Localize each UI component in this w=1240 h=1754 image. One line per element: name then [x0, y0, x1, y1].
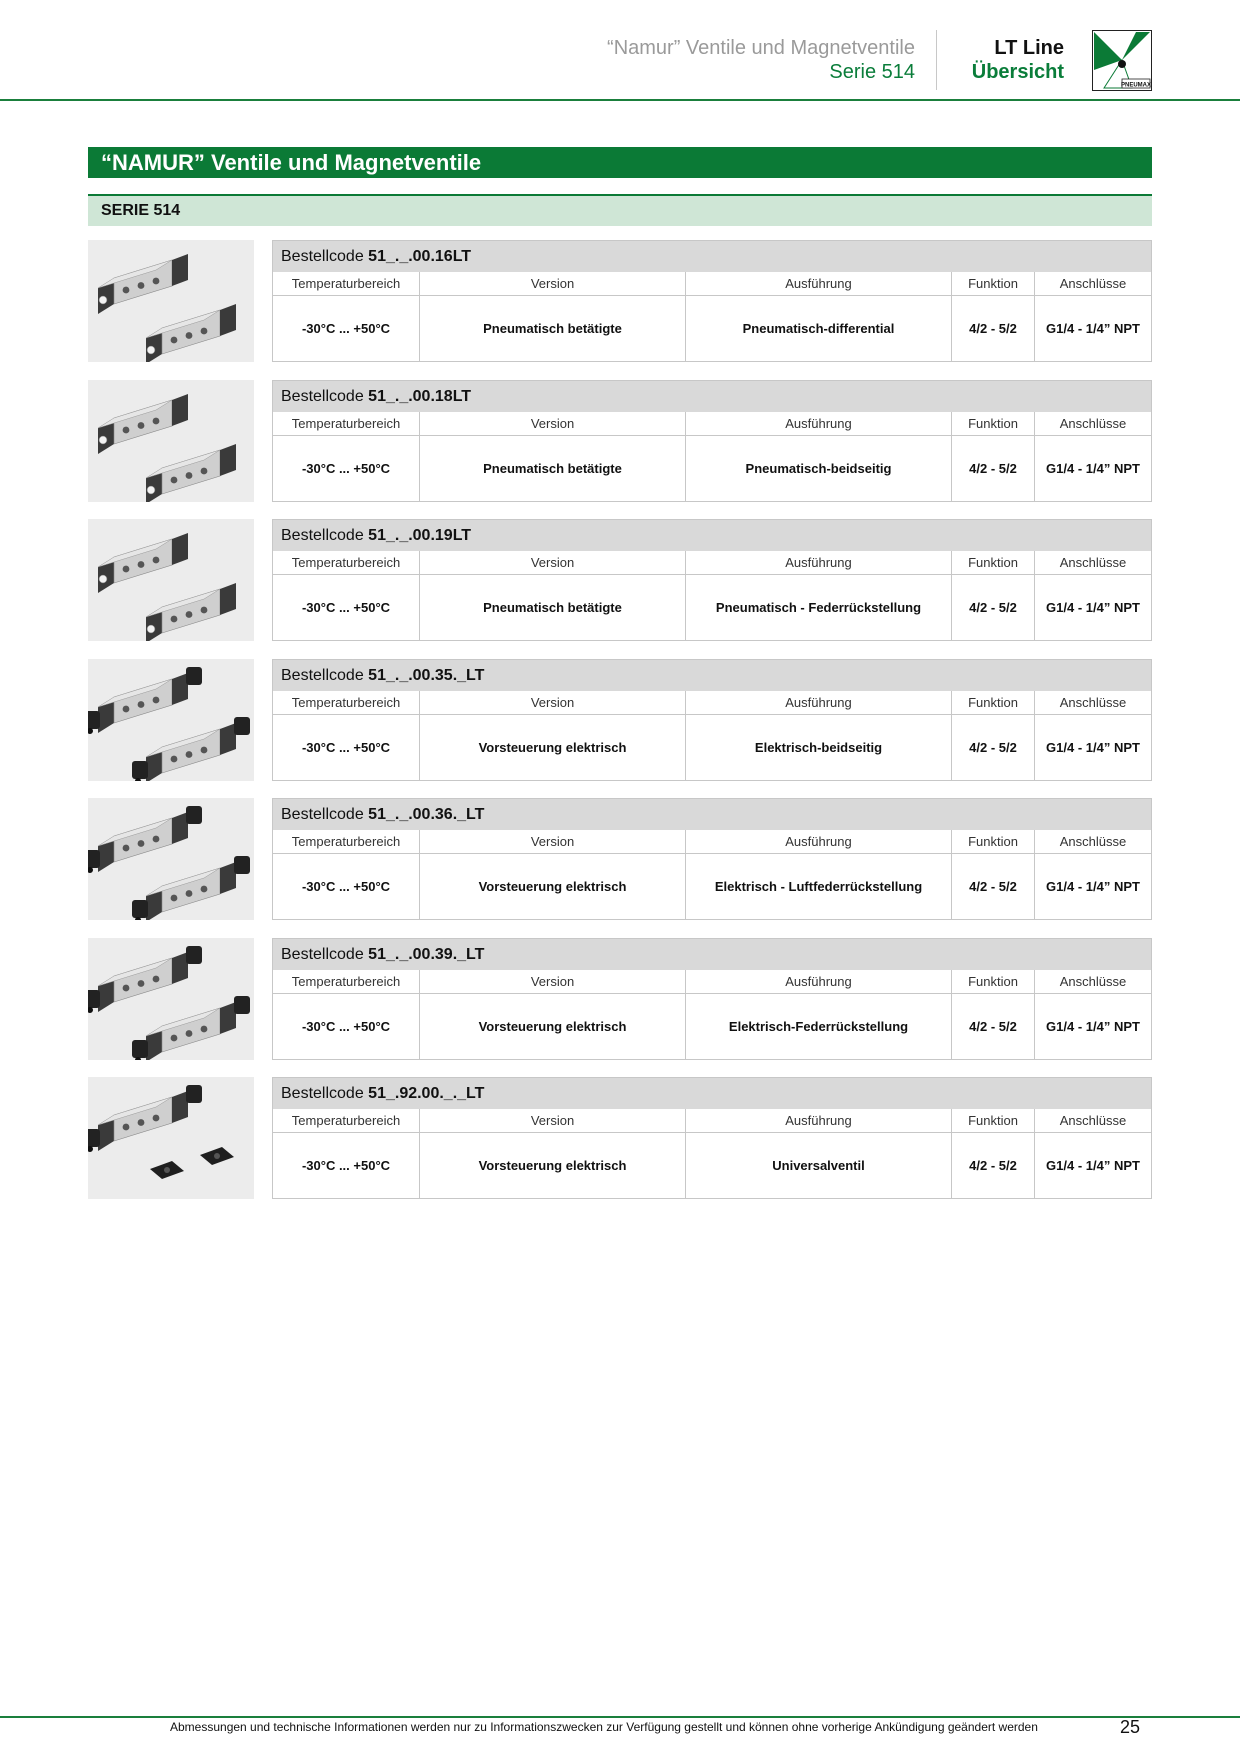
valve-illustration: [88, 938, 254, 1060]
col-version-header: Version: [420, 1109, 686, 1132]
anschluesse-value: G1/4 - 1/4” NPT: [1046, 740, 1140, 755]
col-temp-header: Temperaturbereich: [273, 970, 420, 993]
product-image: [88, 240, 254, 362]
anschluesse-value: G1/4 - 1/4” NPT: [1046, 600, 1140, 615]
document-title-block: [607, 36, 915, 84]
col-ausfuehrung-header: Ausführung: [686, 830, 952, 853]
product-row: [88, 1077, 1152, 1199]
product-image: [88, 798, 254, 920]
value-row: [273, 296, 1151, 361]
order-code-label: Bestellcode: [281, 1085, 364, 1102]
product-row: [88, 798, 1152, 920]
temp-value: -30°C ... +50°C: [273, 854, 420, 919]
col-funktion-header: Funktion: [952, 691, 1035, 714]
value-row: [273, 715, 1151, 780]
product-row: [88, 659, 1152, 781]
page-title: “NAMUR” Ventile und Magnetventile: [88, 147, 1152, 178]
order-code-label: Bestellcode: [281, 946, 364, 963]
order-code: 51_._.00.18LT: [368, 388, 472, 405]
ausfuehrung-value: Pneumatisch-differential: [686, 296, 952, 361]
funktion-value: 4/2 - 5/2: [952, 854, 1035, 919]
valve-illustration: [88, 1077, 254, 1199]
order-code-header: [273, 660, 1151, 691]
version-value: Vorsteuerung elektrisch: [420, 715, 686, 780]
col-ausfuehrung-header: Ausführung: [686, 691, 952, 714]
column-header-row: [273, 272, 1151, 296]
product-table: [272, 1077, 1152, 1199]
col-version-header: Version: [420, 551, 686, 574]
order-code-header: [273, 799, 1151, 830]
order-code-label: Bestellcode: [281, 806, 364, 823]
funktion-value: 4/2 - 5/2: [952, 575, 1035, 640]
col-version-header: Version: [420, 970, 686, 993]
section-label: [948, 36, 1064, 84]
col-anschluesse-header: Anschlüsse: [1059, 555, 1127, 570]
header-rule: [0, 99, 1240, 101]
version-value: Vorsteuerung elektrisch: [420, 994, 686, 1059]
temp-value: -30°C ... +50°C: [273, 1133, 420, 1198]
product-image: [88, 380, 254, 502]
temp-value: -30°C ... +50°C: [273, 994, 420, 1059]
ausfuehrung-value: Pneumatisch-beidseitig: [686, 436, 952, 501]
col-funktion-header: Funktion: [952, 412, 1035, 435]
version-value: Pneumatisch betätigte: [420, 296, 686, 361]
order-code-header: [273, 939, 1151, 970]
col-version-header: Version: [420, 412, 686, 435]
temp-value: -30°C ... +50°C: [273, 575, 420, 640]
funktion-value: 4/2 - 5/2: [952, 1133, 1035, 1198]
value-row: [273, 854, 1151, 919]
ausfuehrung-value: Elektrisch - Luftfederrückstellung: [686, 854, 952, 919]
valve-illustration: [88, 659, 254, 781]
col-anschluesse-header: Anschlüsse: [1059, 1113, 1127, 1128]
version-value: Vorsteuerung elektrisch: [420, 1133, 686, 1198]
col-temp-header: Temperaturbereich: [273, 830, 420, 853]
product-image: [88, 659, 254, 781]
anschluesse-value: G1/4 - 1/4” NPT: [1046, 461, 1140, 476]
order-code-header: [273, 381, 1151, 412]
valve-illustration: [88, 519, 254, 641]
col-anschluesse-header: Anschlüsse: [1059, 695, 1127, 710]
document-series: Serie 514: [829, 61, 915, 83]
funktion-value: 4/2 - 5/2: [952, 715, 1035, 780]
col-funktion-header: Funktion: [952, 830, 1035, 853]
col-anschluesse-header: Anschlüsse: [1059, 834, 1127, 849]
col-funktion-header: Funktion: [952, 272, 1035, 295]
anschluesse-value: G1/4 - 1/4” NPT: [1046, 1158, 1140, 1173]
product-table: [272, 798, 1152, 920]
temp-value: -30°C ... +50°C: [273, 715, 420, 780]
pneumax-logo: [1092, 30, 1152, 91]
funktion-value: 4/2 - 5/2: [952, 994, 1035, 1059]
order-code-label: Bestellcode: [281, 388, 364, 405]
footer-disclaimer: Abmessungen und technische Informationen werden nur zu Informationszwecken zur Verfügung gestellt und können ohne vorherige Ankündigung geändert werden: [170, 1720, 1038, 1734]
col-temp-header: Temperaturbereich: [273, 272, 420, 295]
valve-illustration: [88, 798, 254, 920]
column-header-row: [273, 830, 1151, 854]
ausfuehrung-value: Universalventil: [686, 1133, 952, 1198]
order-code: 51_._.00.35._LT: [368, 667, 485, 684]
funktion-value: 4/2 - 5/2: [952, 436, 1035, 501]
col-anschluesse-header: Anschlüsse: [1059, 974, 1127, 989]
product-table: [272, 938, 1152, 1060]
value-row: [273, 575, 1151, 640]
col-ausfuehrung-header: Ausführung: [686, 1109, 952, 1132]
section-line-2: Übersicht: [971, 61, 1064, 83]
series-title: SERIE 514: [88, 194, 1152, 226]
order-code: 51_.92.00._._LT: [368, 1085, 485, 1102]
product-table: [272, 240, 1152, 362]
funktion-value: 4/2 - 5/2: [952, 296, 1035, 361]
col-ausfuehrung-header: Ausführung: [686, 412, 952, 435]
ausfuehrung-value: Elektrisch-Federrückstellung: [686, 994, 952, 1059]
order-code: 51_._.00.16LT: [368, 248, 472, 265]
col-temp-header: Temperaturbereich: [273, 1109, 420, 1132]
version-value: Pneumatisch betätigte: [420, 436, 686, 501]
anschluesse-value: G1/4 - 1/4” NPT: [1046, 1019, 1140, 1034]
col-anschluesse-header: Anschlüsse: [1059, 416, 1127, 431]
version-value: Vorsteuerung elektrisch: [420, 854, 686, 919]
footer-rule: [0, 1716, 1240, 1718]
col-funktion-header: Funktion: [952, 970, 1035, 993]
col-ausfuehrung-header: Ausführung: [686, 970, 952, 993]
product-image: [88, 1077, 254, 1199]
temp-value: -30°C ... +50°C: [273, 296, 420, 361]
valve-illustration: [88, 380, 254, 502]
column-header-row: [273, 1109, 1151, 1133]
version-value: Pneumatisch betätigte: [420, 575, 686, 640]
order-code: 51_._.00.39._LT: [368, 946, 485, 963]
product-image: [88, 519, 254, 641]
product-row: [88, 519, 1152, 641]
col-version-header: Version: [420, 830, 686, 853]
column-header-row: [273, 691, 1151, 715]
col-version-header: Version: [420, 691, 686, 714]
col-ausfuehrung-header: Ausführung: [686, 551, 952, 574]
col-temp-header: Temperaturbereich: [273, 412, 420, 435]
col-ausfuehrung-header: Ausführung: [686, 272, 952, 295]
order-code-header: [273, 241, 1151, 272]
order-code-label: Bestellcode: [281, 248, 364, 265]
value-row: [273, 436, 1151, 501]
product-table: [272, 519, 1152, 641]
product-image: [88, 938, 254, 1060]
ausfuehrung-value: Elektrisch-beidseitig: [686, 715, 952, 780]
value-row: [273, 1133, 1151, 1198]
col-temp-header: Temperaturbereich: [273, 551, 420, 574]
order-code-label: Bestellcode: [281, 667, 364, 684]
page-number: 25: [1120, 1717, 1141, 1737]
col-funktion-header: Funktion: [952, 1109, 1035, 1132]
column-header-row: [273, 412, 1151, 436]
col-funktion-header: Funktion: [952, 551, 1035, 574]
header-divider: [936, 30, 937, 90]
product-table: [272, 659, 1152, 781]
column-header-row: [273, 970, 1151, 994]
order-code: 51_._.00.36._LT: [368, 806, 485, 823]
product-table: [272, 380, 1152, 502]
order-code-label: Bestellcode: [281, 527, 364, 544]
product-row: [88, 380, 1152, 502]
valve-illustration: [88, 240, 254, 362]
temp-value: -30°C ... +50°C: [273, 436, 420, 501]
product-row: [88, 938, 1152, 1060]
col-version-header: Version: [420, 272, 686, 295]
col-temp-header: Temperaturbereich: [273, 691, 420, 714]
product-row: [88, 240, 1152, 362]
section-line-1: LT Line: [994, 37, 1064, 59]
order-code: 51_._.00.19LT: [368, 527, 472, 544]
ausfuehrung-value: Pneumatisch - Federrückstellung: [686, 575, 952, 640]
order-code-header: [273, 1078, 1151, 1109]
document-title: “Namur” Ventile und Magnetventile: [607, 37, 915, 59]
col-anschluesse-header: Anschlüsse: [1059, 276, 1127, 291]
svg-text:PNEUMAX: PNEUMAX: [1120, 82, 1152, 89]
order-code-header: [273, 520, 1151, 551]
column-header-row: [273, 551, 1151, 575]
value-row: [273, 994, 1151, 1059]
anschluesse-value: G1/4 - 1/4” NPT: [1046, 321, 1140, 336]
anschluesse-value: G1/4 - 1/4” NPT: [1046, 879, 1140, 894]
